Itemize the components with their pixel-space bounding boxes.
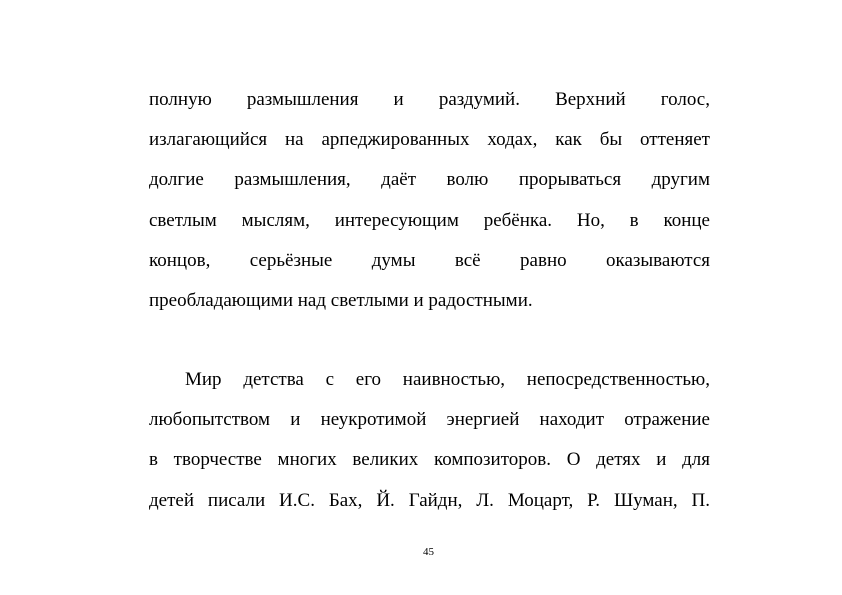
text-line: преобладающими над светлыми и радостными.: [149, 289, 533, 311]
paragraph-new: [149, 360, 710, 521]
text-line: любопытством и неукротимой энергией находит отражение: [149, 409, 710, 431]
text-line: в творчестве многих великих композиторов. О детях и для: [149, 449, 710, 471]
text-line: детей писали И.С. Бах, Й. Гайдн, Л. Моцарт, Р. Шуман, П.: [149, 489, 710, 511]
text-line: концов, серьёзные думы всё равно оказываются: [149, 249, 710, 271]
text-line: полную размышления и раздумий. Верхний голос,: [149, 89, 710, 110]
paragraph-continued: [149, 80, 710, 321]
text-line: долгие размышления, даёт волю прорываться другим: [149, 169, 710, 191]
text-line: излагающийся на арпеджированных ходах, как бы оттеняет: [149, 129, 710, 151]
text-line: Мир детства с его наивностью, непосредственностью,: [185, 369, 710, 390]
text-line: светлым мыслям, интересующим ребёнка. Но, в конце: [149, 209, 710, 231]
page-number: 45: [423, 546, 434, 558]
